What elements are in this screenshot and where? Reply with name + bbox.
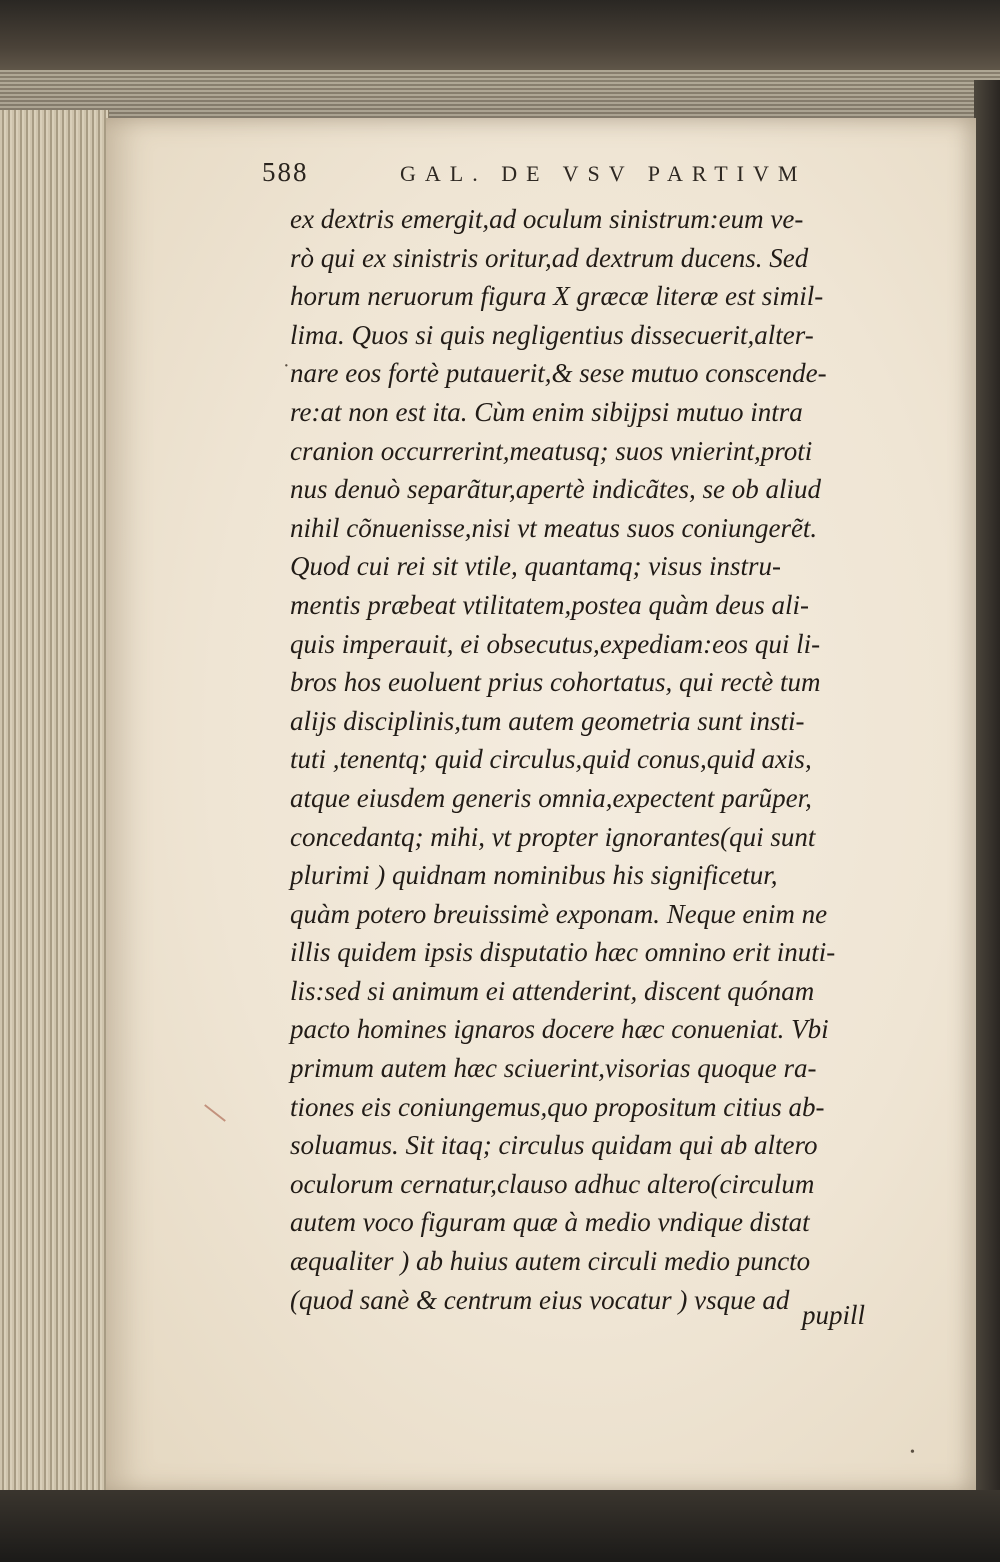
page-number: 588 [262,157,309,187]
text-line: mentis præbeat vtilitatem,postea quàm deus ali- [290,589,809,620]
text-line: ex dextris emergit,ad oculum sinistrum:eum ve- [290,204,804,234]
text-line: tuti ,tenentq; quid circulus,quid conus,quid axis, [290,744,812,775]
catchword: pupill [802,1300,866,1330]
running-head: GAL. DE VSV PARTIVM [400,161,807,186]
text-line: autem voco figuram quæ à medio vndique distat [290,1207,810,1238]
text-line: lis:sed si animum ei attenderint, discent quónam [290,975,815,1006]
margin-dot: · [283,355,290,377]
text-line: rò qui ex sinistris oritur,ad dextrum ducens. Sed [290,242,809,273]
text-line: atque eiusdem generis omnia,expectent parũper, [290,782,812,813]
text-line: nare eos fortè putauerit,& sese mutuo conscende- [290,358,827,389]
text-line: nihil cõnuenisse,nisi vt meatus suos coniungerẽt. [290,512,818,543]
book-cover-edge [974,80,1000,1500]
text-line: soluamus. Sit itaq; circulus quidam qui ab altero [290,1130,818,1161]
text-line: cranion occurrerint,meatusq; suos vnierint,proti [290,435,813,466]
page-header [262,157,862,197]
text-line: quàm potero breuissimè exponam. Neque enim ne [290,898,828,929]
text-line: nus denuò separãtur,apertè indicãtes, se ob aliud [290,474,821,505]
text-line: plurimi ) quidnam nominibus his significetur, [290,860,778,891]
text-line: lima. Quos si quis negligentius dissecuerit,alter- [290,319,814,350]
text-line: pacto homines ignaros docere hæc conueniat. Vbi [290,1014,829,1045]
text-line: illis quidem ipsis disputatio hæc omnino erit inuti- [290,937,836,968]
text-line: (quod sanè & centrum eius vocatur ) vsque ad [290,1284,790,1315]
text-line: re:at non est ita. Cùm enim sibijpsi mutuo intra [290,396,803,427]
page-edges-top [0,70,1000,122]
text-line: quis imperauit, ei obsecutus,expediam:eos qui li- [290,628,821,659]
body-text [290,200,930,1319]
text-line: horum neruorum figura X græcæ literæ est simil- [290,281,824,312]
text-line: Quod cui rei sit vtile, quantamq; visus instru- [290,551,781,582]
book-bottom-edge [0,1490,1000,1562]
text-line: oculorum cernatur,clauso adhuc altero(circulum [290,1168,815,1199]
margin-dot: • [910,1445,915,1460]
text-line: concedantq; mihi, vt propter ignorantes(qui sunt [290,821,816,852]
page-edges-left [0,110,109,1500]
text-line: tiones eis coniungemus,quo propositum citius ab- [290,1091,825,1122]
text-line: alijs disciplinis,tum autem geometria sunt insti- [290,705,805,736]
text-line: primum autem hæc sciuerint,visorias quoque ra- [290,1053,817,1084]
text-line: bros hos euoluent prius cohortatus, qui rectè tum [290,667,821,698]
text-line: æqualiter ) ab huius autem circuli medio puncto [290,1246,811,1277]
